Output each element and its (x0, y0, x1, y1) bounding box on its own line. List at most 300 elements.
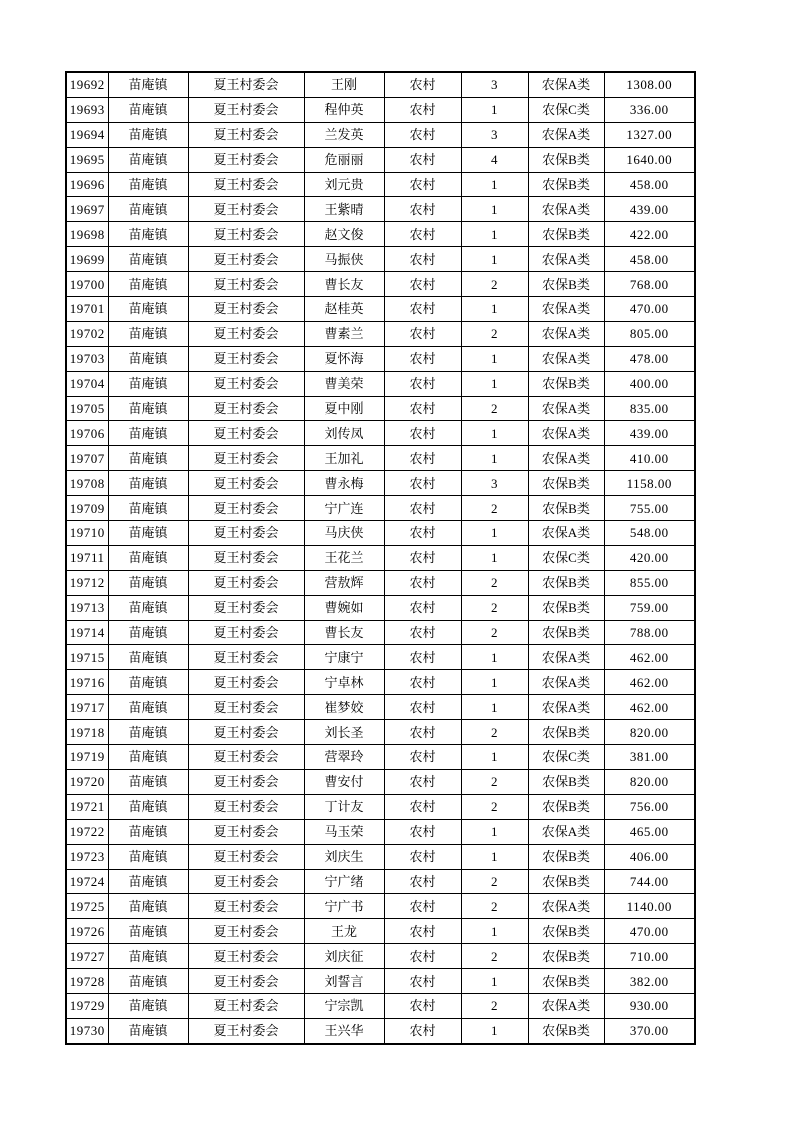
cell-person-count: 3 (461, 471, 528, 496)
cell-insurance-class: 农保C类 (528, 745, 604, 770)
cell-person-count: 1 (461, 297, 528, 322)
cell-record-id: 19728 (66, 969, 108, 994)
cell-record-id: 19721 (66, 794, 108, 819)
cell-village-committee: 夏王村委会 (188, 969, 304, 994)
cell-town: 苗庵镇 (108, 620, 188, 645)
cell-person-count: 1 (461, 844, 528, 869)
table-row (66, 396, 695, 421)
table-row (66, 894, 695, 919)
cell-person-count: 1 (461, 371, 528, 396)
cell-town: 苗庵镇 (108, 72, 188, 97)
cell-town: 苗庵镇 (108, 297, 188, 322)
cell-record-id: 19715 (66, 645, 108, 670)
cell-village-committee: 夏王村委会 (188, 570, 304, 595)
cell-person-name: 赵文俊 (304, 222, 384, 247)
cell-person-name: 曹安付 (304, 769, 384, 794)
cell-person-name: 宁广书 (304, 894, 384, 919)
cell-insurance-class: 农保A类 (528, 894, 604, 919)
table-row (66, 570, 695, 595)
cell-town: 苗庵镇 (108, 769, 188, 794)
cell-insurance-class: 农保B类 (528, 720, 604, 745)
cell-person-count: 2 (461, 794, 528, 819)
cell-amount: 1640.00 (604, 147, 695, 172)
cell-town: 苗庵镇 (108, 844, 188, 869)
cell-town: 苗庵镇 (108, 222, 188, 247)
cell-insurance-class: 农保B类 (528, 147, 604, 172)
cell-residence-type: 农村 (384, 1018, 461, 1043)
table-row (66, 794, 695, 819)
cell-town: 苗庵镇 (108, 521, 188, 546)
cell-village-committee: 夏王村委会 (188, 396, 304, 421)
cell-record-id: 19709 (66, 496, 108, 521)
table-row (66, 197, 695, 222)
cell-residence-type: 农村 (384, 720, 461, 745)
cell-village-committee: 夏王村委会 (188, 97, 304, 122)
cell-residence-type: 农村 (384, 595, 461, 620)
cell-insurance-class: 农保A类 (528, 247, 604, 272)
cell-person-name: 丁计友 (304, 794, 384, 819)
cell-record-id: 19699 (66, 247, 108, 272)
cell-amount: 805.00 (604, 321, 695, 346)
table-row (66, 297, 695, 322)
cell-person-name: 宁广连 (304, 496, 384, 521)
cell-town: 苗庵镇 (108, 172, 188, 197)
cell-amount: 462.00 (604, 670, 695, 695)
cell-town: 苗庵镇 (108, 471, 188, 496)
cell-village-committee: 夏王村委会 (188, 745, 304, 770)
cell-amount: 1158.00 (604, 471, 695, 496)
cell-person-name: 宁广绪 (304, 869, 384, 894)
cell-person-count: 2 (461, 620, 528, 645)
cell-amount: 420.00 (604, 545, 695, 570)
cell-record-id: 19726 (66, 919, 108, 944)
cell-person-count: 1 (461, 695, 528, 720)
table-row (66, 172, 695, 197)
cell-person-count: 2 (461, 272, 528, 297)
cell-town: 苗庵镇 (108, 695, 188, 720)
cell-village-committee: 夏王村委会 (188, 944, 304, 969)
cell-insurance-class: 农保B类 (528, 172, 604, 197)
cell-residence-type: 农村 (384, 172, 461, 197)
cell-town: 苗庵镇 (108, 321, 188, 346)
cell-town: 苗庵镇 (108, 570, 188, 595)
cell-village-committee: 夏王村委会 (188, 670, 304, 695)
cell-person-count: 1 (461, 819, 528, 844)
cell-town: 苗庵镇 (108, 595, 188, 620)
cell-record-id: 19701 (66, 297, 108, 322)
cell-residence-type: 农村 (384, 72, 461, 97)
cell-record-id: 19710 (66, 521, 108, 546)
cell-town: 苗庵镇 (108, 272, 188, 297)
cell-person-name: 夏中刚 (304, 396, 384, 421)
cell-record-id: 19723 (66, 844, 108, 869)
cell-insurance-class: 农保B类 (528, 272, 604, 297)
table-row (66, 222, 695, 247)
cell-village-committee: 夏王村委会 (188, 371, 304, 396)
cell-residence-type: 农村 (384, 894, 461, 919)
cell-village-committee: 夏王村委会 (188, 446, 304, 471)
cell-person-count: 1 (461, 745, 528, 770)
cell-insurance-class: 农保B类 (528, 570, 604, 595)
cell-residence-type: 农村 (384, 819, 461, 844)
cell-person-name: 刘誓言 (304, 969, 384, 994)
cell-insurance-class: 农保A类 (528, 670, 604, 695)
table-row (66, 371, 695, 396)
cell-record-id: 19712 (66, 570, 108, 595)
cell-record-id: 19727 (66, 944, 108, 969)
cell-amount: 855.00 (604, 570, 695, 595)
cell-amount: 820.00 (604, 769, 695, 794)
cell-person-count: 4 (461, 147, 528, 172)
cell-amount: 710.00 (604, 944, 695, 969)
cell-person-name: 营翠玲 (304, 745, 384, 770)
cell-insurance-class: 农保B类 (528, 471, 604, 496)
cell-village-committee: 夏王村委会 (188, 545, 304, 570)
cell-village-committee: 夏王村委会 (188, 521, 304, 546)
cell-village-committee: 夏王村委会 (188, 819, 304, 844)
table-row (66, 595, 695, 620)
cell-town: 苗庵镇 (108, 720, 188, 745)
table-row (66, 321, 695, 346)
cell-person-name: 曹长友 (304, 272, 384, 297)
cell-town: 苗庵镇 (108, 969, 188, 994)
table-row (66, 819, 695, 844)
cell-village-committee: 夏王村委会 (188, 769, 304, 794)
cell-record-id: 19695 (66, 147, 108, 172)
cell-residence-type: 农村 (384, 521, 461, 546)
cell-town: 苗庵镇 (108, 645, 188, 670)
cell-village-committee: 夏王村委会 (188, 794, 304, 819)
cell-village-committee: 夏王村委会 (188, 247, 304, 272)
cell-amount: 820.00 (604, 720, 695, 745)
cell-residence-type: 农村 (384, 794, 461, 819)
cell-town: 苗庵镇 (108, 869, 188, 894)
cell-residence-type: 农村 (384, 147, 461, 172)
cell-amount: 462.00 (604, 695, 695, 720)
cell-person-count: 2 (461, 944, 528, 969)
cell-record-id: 19713 (66, 595, 108, 620)
cell-insurance-class: 农保A类 (528, 72, 604, 97)
cell-town: 苗庵镇 (108, 446, 188, 471)
cell-person-name: 宁卓林 (304, 670, 384, 695)
cell-insurance-class: 农保B类 (528, 944, 604, 969)
table-row (66, 769, 695, 794)
cell-person-name: 马玉荣 (304, 819, 384, 844)
cell-person-name: 马庆侠 (304, 521, 384, 546)
cell-insurance-class: 农保B类 (528, 794, 604, 819)
cell-town: 苗庵镇 (108, 147, 188, 172)
cell-amount: 768.00 (604, 272, 695, 297)
cell-insurance-class: 农保A类 (528, 645, 604, 670)
cell-town: 苗庵镇 (108, 819, 188, 844)
cell-amount: 835.00 (604, 396, 695, 421)
cell-town: 苗庵镇 (108, 197, 188, 222)
cell-person-name: 刘庆征 (304, 944, 384, 969)
cell-amount: 406.00 (604, 844, 695, 869)
cell-amount: 439.00 (604, 197, 695, 222)
cell-person-count: 2 (461, 496, 528, 521)
cell-insurance-class: 农保B类 (528, 869, 604, 894)
table-row (66, 496, 695, 521)
cell-residence-type: 农村 (384, 944, 461, 969)
cell-amount: 548.00 (604, 521, 695, 546)
cell-record-id: 19714 (66, 620, 108, 645)
cell-village-committee: 夏王村委会 (188, 222, 304, 247)
cell-amount: 458.00 (604, 247, 695, 272)
cell-person-name: 曹婉如 (304, 595, 384, 620)
cell-village-committee: 夏王村委会 (188, 147, 304, 172)
cell-town: 苗庵镇 (108, 545, 188, 570)
cell-record-id: 19703 (66, 346, 108, 371)
cell-person-name: 宁宗凯 (304, 993, 384, 1018)
cell-record-id: 19694 (66, 122, 108, 147)
cell-town: 苗庵镇 (108, 122, 188, 147)
cell-record-id: 19705 (66, 396, 108, 421)
cell-amount: 744.00 (604, 869, 695, 894)
cell-record-id: 19716 (66, 670, 108, 695)
cell-residence-type: 农村 (384, 272, 461, 297)
cell-person-count: 1 (461, 446, 528, 471)
cell-residence-type: 农村 (384, 346, 461, 371)
cell-amount: 422.00 (604, 222, 695, 247)
cell-person-name: 曹美荣 (304, 371, 384, 396)
cell-village-committee: 夏王村委会 (188, 919, 304, 944)
cell-record-id: 19700 (66, 272, 108, 297)
cell-insurance-class: 农保B类 (528, 769, 604, 794)
cell-amount: 370.00 (604, 1018, 695, 1043)
table-row (66, 545, 695, 570)
cell-person-name: 刘长圣 (304, 720, 384, 745)
cell-residence-type: 农村 (384, 297, 461, 322)
cell-town: 苗庵镇 (108, 745, 188, 770)
table-row (66, 1018, 695, 1043)
cell-village-committee: 夏王村委会 (188, 346, 304, 371)
cell-person-count: 1 (461, 670, 528, 695)
cell-record-id: 19725 (66, 894, 108, 919)
table-row (66, 670, 695, 695)
cell-amount: 1327.00 (604, 122, 695, 147)
cell-amount: 930.00 (604, 993, 695, 1018)
cell-village-committee: 夏王村委会 (188, 695, 304, 720)
cell-insurance-class: 农保B类 (528, 371, 604, 396)
table-row (66, 993, 695, 1018)
cell-village-committee: 夏王村委会 (188, 1018, 304, 1043)
table-row (66, 97, 695, 122)
cell-residence-type: 农村 (384, 844, 461, 869)
cell-residence-type: 农村 (384, 620, 461, 645)
cell-insurance-class: 农保B类 (528, 1018, 604, 1043)
cell-town: 苗庵镇 (108, 794, 188, 819)
cell-residence-type: 农村 (384, 545, 461, 570)
cell-residence-type: 农村 (384, 247, 461, 272)
cell-insurance-class: 农保A类 (528, 321, 604, 346)
cell-amount: 755.00 (604, 496, 695, 521)
cell-town: 苗庵镇 (108, 894, 188, 919)
table-row (66, 969, 695, 994)
cell-record-id: 19704 (66, 371, 108, 396)
table-row (66, 844, 695, 869)
cell-residence-type: 农村 (384, 645, 461, 670)
cell-village-committee: 夏王村委会 (188, 844, 304, 869)
cell-person-name: 程仲英 (304, 97, 384, 122)
cell-person-name: 宁康宁 (304, 645, 384, 670)
cell-village-committee: 夏王村委会 (188, 645, 304, 670)
cell-town: 苗庵镇 (108, 421, 188, 446)
cell-residence-type: 农村 (384, 197, 461, 222)
table-row (66, 869, 695, 894)
cell-village-committee: 夏王村委会 (188, 72, 304, 97)
cell-insurance-class: 农保A类 (528, 197, 604, 222)
table-row (66, 471, 695, 496)
cell-town: 苗庵镇 (108, 1018, 188, 1043)
cell-residence-type: 农村 (384, 446, 461, 471)
cell-residence-type: 农村 (384, 421, 461, 446)
cell-amount: 336.00 (604, 97, 695, 122)
cell-village-committee: 夏王村委会 (188, 496, 304, 521)
cell-person-name: 赵桂英 (304, 297, 384, 322)
cell-amount: 470.00 (604, 297, 695, 322)
cell-person-count: 1 (461, 197, 528, 222)
cell-amount: 439.00 (604, 421, 695, 446)
table-row (66, 521, 695, 546)
cell-town: 苗庵镇 (108, 496, 188, 521)
cell-village-committee: 夏王村委会 (188, 272, 304, 297)
table-row (66, 695, 695, 720)
cell-insurance-class: 农保A类 (528, 421, 604, 446)
cell-residence-type: 农村 (384, 122, 461, 147)
cell-person-name: 王紫晴 (304, 197, 384, 222)
cell-insurance-class: 农保B类 (528, 620, 604, 645)
cell-residence-type: 农村 (384, 321, 461, 346)
cell-record-id: 19693 (66, 97, 108, 122)
cell-person-count: 1 (461, 969, 528, 994)
cell-amount: 465.00 (604, 819, 695, 844)
cell-village-committee: 夏王村委会 (188, 620, 304, 645)
cell-residence-type: 农村 (384, 769, 461, 794)
cell-person-name: 王加礼 (304, 446, 384, 471)
cell-amount: 410.00 (604, 446, 695, 471)
cell-person-name: 曹长友 (304, 620, 384, 645)
cell-insurance-class: 农保A类 (528, 993, 604, 1018)
cell-person-count: 2 (461, 894, 528, 919)
cell-person-name: 王兴华 (304, 1018, 384, 1043)
cell-residence-type: 农村 (384, 695, 461, 720)
cell-record-id: 19717 (66, 695, 108, 720)
table-row (66, 346, 695, 371)
cell-person-name: 王刚 (304, 72, 384, 97)
cell-village-committee: 夏王村委会 (188, 297, 304, 322)
cell-residence-type: 农村 (384, 471, 461, 496)
cell-residence-type: 农村 (384, 371, 461, 396)
cell-village-committee: 夏王村委会 (188, 197, 304, 222)
table-row (66, 919, 695, 944)
cell-person-count: 2 (461, 720, 528, 745)
cell-person-count: 1 (461, 919, 528, 944)
table-row (66, 421, 695, 446)
cell-residence-type: 农村 (384, 969, 461, 994)
cell-amount: 462.00 (604, 645, 695, 670)
cell-record-id: 19724 (66, 869, 108, 894)
cell-residence-type: 农村 (384, 869, 461, 894)
cell-person-name: 刘元贵 (304, 172, 384, 197)
cell-town: 苗庵镇 (108, 670, 188, 695)
cell-village-committee: 夏王村委会 (188, 993, 304, 1018)
cell-person-name: 马振侠 (304, 247, 384, 272)
cell-town: 苗庵镇 (108, 944, 188, 969)
cell-amount: 759.00 (604, 595, 695, 620)
cell-town: 苗庵镇 (108, 247, 188, 272)
cell-record-id: 19702 (66, 321, 108, 346)
cell-person-name: 营敖辉 (304, 570, 384, 595)
table-row (66, 645, 695, 670)
cell-record-id: 19706 (66, 421, 108, 446)
cell-amount: 478.00 (604, 346, 695, 371)
cell-person-name: 刘传凤 (304, 421, 384, 446)
cell-person-count: 1 (461, 97, 528, 122)
cell-village-committee: 夏王村委会 (188, 894, 304, 919)
cell-town: 苗庵镇 (108, 396, 188, 421)
cell-person-name: 危丽丽 (304, 147, 384, 172)
cell-person-count: 2 (461, 396, 528, 421)
cell-person-count: 1 (461, 421, 528, 446)
cell-residence-type: 农村 (384, 97, 461, 122)
cell-insurance-class: 农保A类 (528, 297, 604, 322)
cell-person-name: 曹永梅 (304, 471, 384, 496)
cell-insurance-class: 农保B类 (528, 969, 604, 994)
cell-person-count: 2 (461, 993, 528, 1018)
cell-residence-type: 农村 (384, 670, 461, 695)
cell-insurance-class: 农保C类 (528, 97, 604, 122)
table-row (66, 247, 695, 272)
cell-person-count: 1 (461, 521, 528, 546)
table-row (66, 72, 695, 97)
cell-person-name: 兰发英 (304, 122, 384, 147)
table-body (66, 72, 695, 1044)
cell-amount: 1308.00 (604, 72, 695, 97)
cell-person-count: 2 (461, 570, 528, 595)
cell-person-count: 2 (461, 869, 528, 894)
table-row (66, 446, 695, 471)
cell-town: 苗庵镇 (108, 919, 188, 944)
cell-insurance-class: 农保B类 (528, 844, 604, 869)
cell-record-id: 19720 (66, 769, 108, 794)
cell-amount: 381.00 (604, 745, 695, 770)
cell-amount: 458.00 (604, 172, 695, 197)
cell-village-committee: 夏王村委会 (188, 421, 304, 446)
cell-village-committee: 夏王村委会 (188, 321, 304, 346)
table-row (66, 272, 695, 297)
cell-residence-type: 农村 (384, 496, 461, 521)
cell-amount: 382.00 (604, 969, 695, 994)
table-row (66, 720, 695, 745)
cell-record-id: 19692 (66, 72, 108, 97)
cell-person-count: 2 (461, 595, 528, 620)
cell-record-id: 19698 (66, 222, 108, 247)
cell-town: 苗庵镇 (108, 993, 188, 1018)
cell-insurance-class: 农保A类 (528, 446, 604, 471)
cell-town: 苗庵镇 (108, 371, 188, 396)
cell-person-count: 3 (461, 72, 528, 97)
benefits-table (65, 71, 696, 1045)
cell-insurance-class: 农保B类 (528, 919, 604, 944)
cell-person-name: 曹素兰 (304, 321, 384, 346)
cell-person-name: 崔梦姣 (304, 695, 384, 720)
cell-record-id: 19729 (66, 993, 108, 1018)
cell-person-name: 王花兰 (304, 545, 384, 570)
cell-person-count: 1 (461, 545, 528, 570)
cell-village-committee: 夏王村委会 (188, 720, 304, 745)
cell-person-count: 2 (461, 769, 528, 794)
